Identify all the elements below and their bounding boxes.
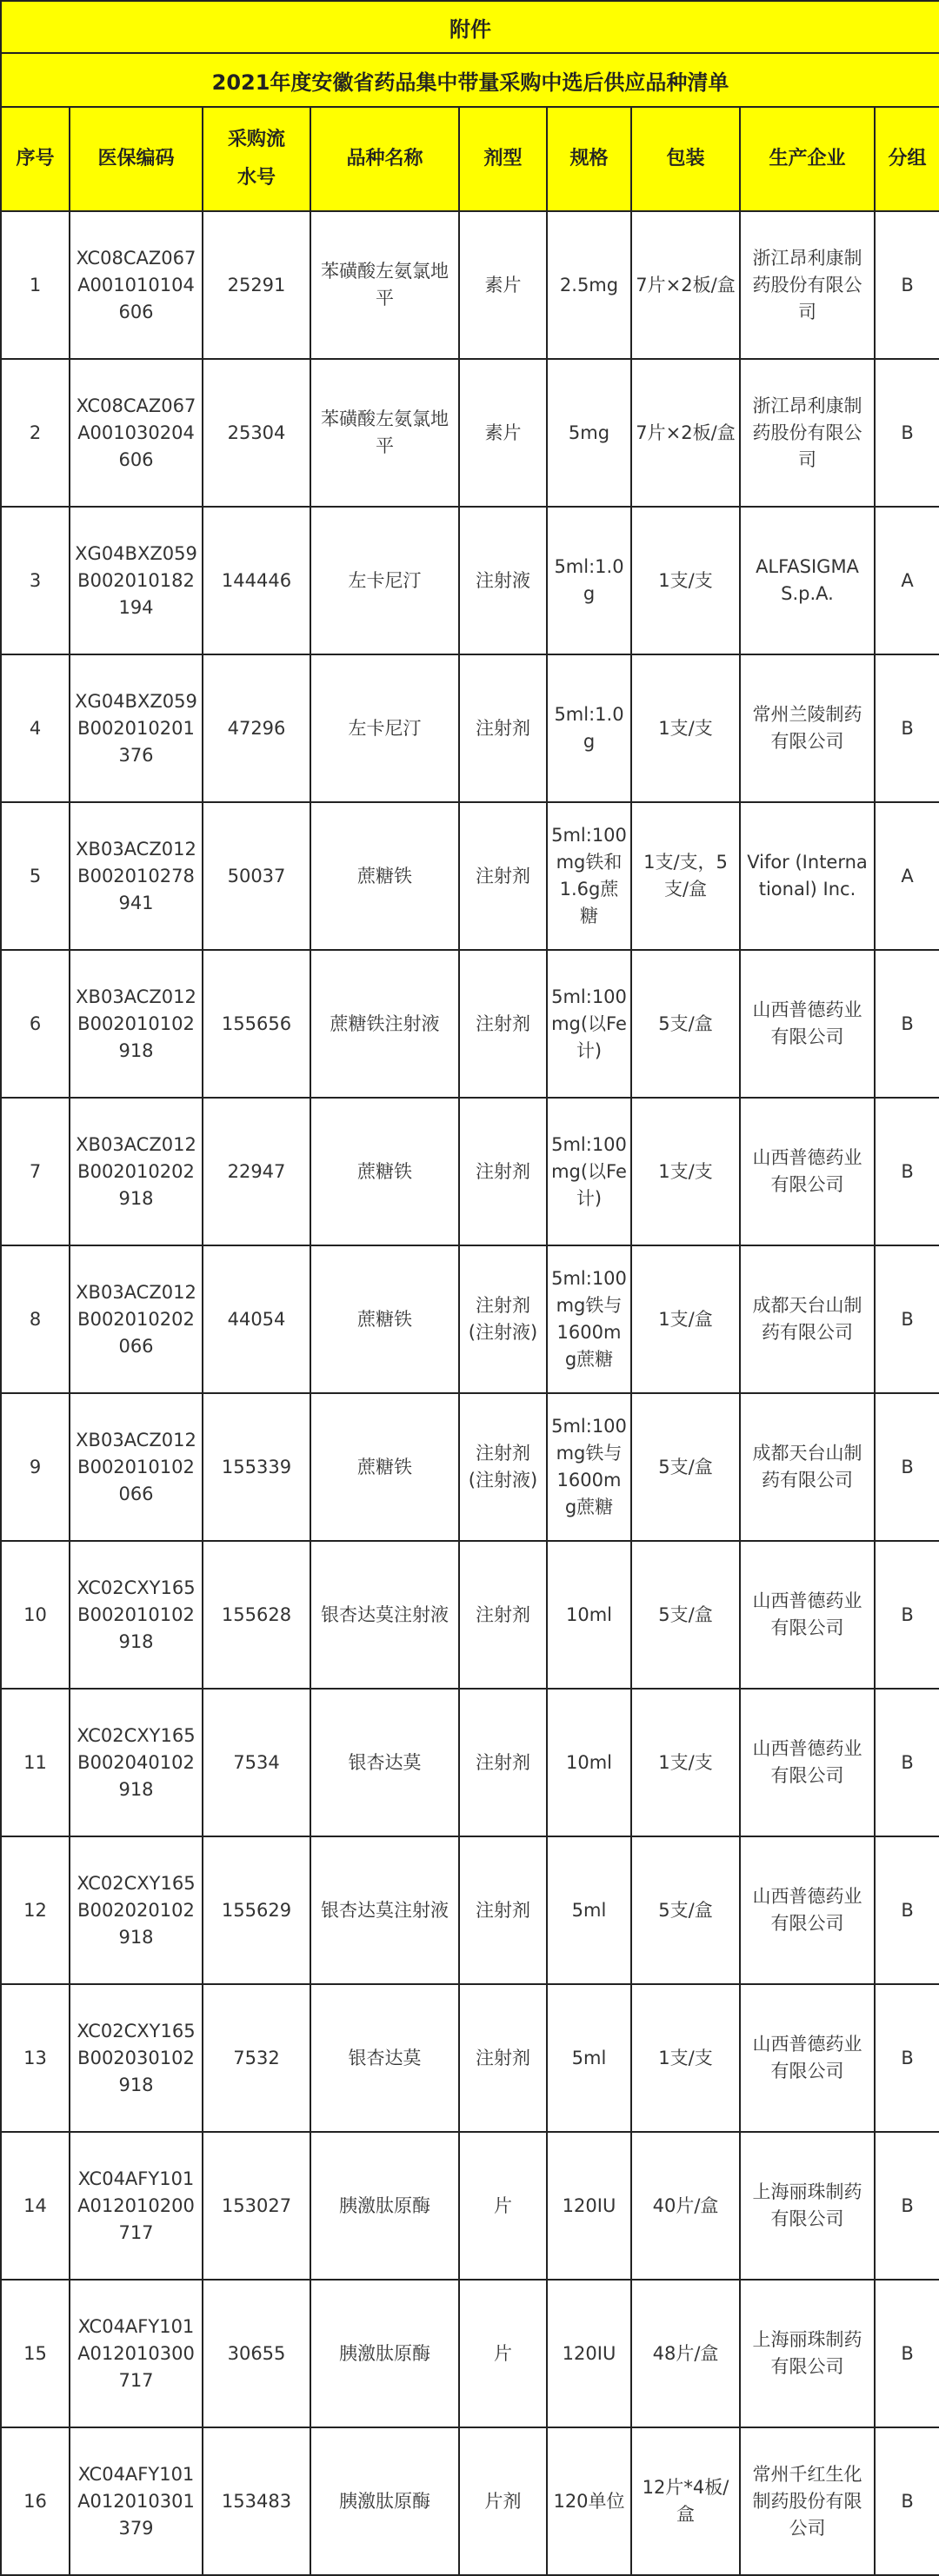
column-header: 品种名称 [310,107,459,211]
column-header: 包装 [631,107,740,211]
packaging-cell: 5支/盒 [631,950,740,1098]
table-row [1,2280,939,2427]
packaging-cell: 40片/盒 [631,2132,740,2280]
table-row [1,802,939,950]
dosage-form-cell: 注射液 [459,507,547,654]
column-header-row [1,107,939,211]
dosage-form-cell: 注射剂 [459,654,547,802]
group-cell: B [875,654,939,802]
insurance-code-cell: XB03ACZ012B002010102918 [70,950,203,1098]
insurance-code-cell: XC08CAZ067A001030204606 [70,359,203,507]
specification-cell: 120IU [547,2132,631,2280]
purchase-serial-number-cell: 155339 [203,1393,310,1541]
group-cell: B [875,950,939,1098]
manufacturer-cell: 山西普德药业有限公司 [740,1984,875,2132]
manufacturer-cell: 上海丽珠制药有限公司 [740,2132,875,2280]
manufacturer-cell: 成都天台山制药有限公司 [740,1393,875,1541]
packaging-cell: 1支/支 [631,1689,740,1836]
insurance-code-cell: XB03ACZ012B002010202918 [70,1098,203,1245]
insurance-code-cell: XG04BXZ059B002010182194 [70,507,203,654]
purchase-serial-number-cell: 22947 [203,1098,310,1245]
specification-cell: 5ml [547,1984,631,2132]
group-cell: B [875,1689,939,1836]
insurance-code-cell: XC04AFY101A012010301379 [70,2427,203,2575]
specification-cell: 5ml:1.0g [547,654,631,802]
group-cell: B [875,1541,939,1689]
column-header: 生产企业 [740,107,875,211]
specification-cell: 5ml:1.0g [547,507,631,654]
dosage-form-cell: 素片 [459,359,547,507]
drug-name-cell: 胰激肽原酶 [310,2132,459,2280]
dosage-form-cell: 注射剂 [459,1836,547,1984]
specification-cell: 5mg [547,359,631,507]
specification-cell: 5ml:100mg铁和1.6g蔗糖 [547,802,631,950]
packaging-cell: 1支/支 [631,1098,740,1245]
manufacturer-cell: 山西普德药业有限公司 [740,950,875,1098]
table-row [1,1984,939,2132]
insurance-code-cell: XB03ACZ012B002010202066 [70,1245,203,1393]
row-number-cell: 9 [1,1393,70,1541]
drug-name-cell: 银杏达莫 [310,1689,459,1836]
packaging-cell: 1支/支 [631,1984,740,2132]
row-number-cell: 7 [1,1098,70,1245]
specification-cell: 5ml:100mg(以Fe计) [547,1098,631,1245]
drug-name-cell: 左卡尼汀 [310,654,459,802]
packaging-cell: 5支/盒 [631,1541,740,1689]
dosage-form-cell: 注射剂 [459,1689,547,1836]
drug-name-cell: 蔗糖铁 [310,1098,459,1245]
row-number-cell: 12 [1,1836,70,1984]
purchase-serial-number-cell: 25291 [203,211,310,359]
specification-cell: 120单位 [547,2427,631,2575]
packaging-cell: 48片/盒 [631,2280,740,2427]
table-row [1,2427,939,2575]
table-row [1,359,939,507]
group-cell: A [875,507,939,654]
group-cell: B [875,211,939,359]
column-header: 规格 [547,107,631,211]
manufacturer-cell: 上海丽珠制药有限公司 [740,2280,875,2427]
insurance-code-cell: XC08CAZ067A001010104606 [70,211,203,359]
packaging-cell: 5支/盒 [631,1393,740,1541]
insurance-code-cell: XC04AFY101A012010300717 [70,2280,203,2427]
dosage-form-cell: 注射剂 [459,950,547,1098]
row-number-cell: 15 [1,2280,70,2427]
manufacturer-cell: 常州兰陵制药有限公司 [740,654,875,802]
packaging-cell: 12片*4板/盒 [631,2427,740,2575]
drug-name-cell: 苯磺酸左氨氯地平 [310,359,459,507]
group-cell: B [875,1245,939,1393]
drug-name-cell: 银杏达莫注射液 [310,1541,459,1689]
specification-cell: 5ml:100mg铁与1600mg蔗糖 [547,1245,631,1393]
manufacturer-cell: 成都天台山制药有限公司 [740,1245,875,1393]
purchase-serial-number-cell: 155628 [203,1541,310,1689]
group-cell: B [875,2280,939,2427]
group-cell: A [875,802,939,950]
group-cell: B [875,2132,939,2280]
manufacturer-cell: Vifor (International) Inc. [740,802,875,950]
specification-cell: 2.5mg [547,211,631,359]
row-number-cell: 16 [1,2427,70,2575]
insurance-code-cell: XC02CXY165B002040102918 [70,1689,203,1836]
table-row [1,211,939,359]
specification-cell: 120IU [547,2280,631,2427]
purchase-serial-number-cell: 47296 [203,654,310,802]
table-body [1,211,939,2575]
specification-cell: 5ml [547,1836,631,1984]
packaging-cell: 7片×2板/盒 [631,211,740,359]
insurance-code-cell: XC02CXY165B002020102918 [70,1836,203,1984]
packaging-cell: 1支/盒 [631,1245,740,1393]
packaging-cell: 7片×2板/盒 [631,359,740,507]
dosage-form-cell: 片剂 [459,2427,547,2575]
insurance-code-cell: XB03ACZ012B002010278941 [70,802,203,950]
table-row [1,1098,939,1245]
purchase-serial-number-cell: 144446 [203,507,310,654]
document-title: 附件 [1,1,939,53]
manufacturer-cell: 浙江昂利康制药股份有限公司 [740,359,875,507]
manufacturer-cell: 浙江昂利康制药股份有限公司 [740,211,875,359]
group-cell: B [875,2427,939,2575]
drug-name-cell: 胰激肽原酶 [310,2280,459,2427]
purchase-serial-number-cell: 30655 [203,2280,310,2427]
packaging-cell: 1支/支，5支/盒 [631,802,740,950]
column-header: 采购流水号 [203,107,310,211]
manufacturer-cell: ALFASIGMA S.p.A. [740,507,875,654]
insurance-code-cell: XC02CXY165B002010102918 [70,1541,203,1689]
group-cell: B [875,1984,939,2132]
row-number-cell: 14 [1,2132,70,2280]
specification-cell: 10ml [547,1541,631,1689]
dosage-form-cell: 注射剂(注射液) [459,1245,547,1393]
table-row [1,1836,939,1984]
dosage-form-cell: 注射剂 [459,1098,547,1245]
row-number-cell: 1 [1,211,70,359]
dosage-form-cell: 注射剂 [459,1984,547,2132]
specification-cell: 10ml [547,1689,631,1836]
insurance-code-cell: XC02CXY165B002030102918 [70,1984,203,2132]
purchase-serial-number-cell: 153027 [203,2132,310,2280]
insurance-code-cell: XC04AFY101A012010200717 [70,2132,203,2280]
manufacturer-cell: 山西普德药业有限公司 [740,1689,875,1836]
dosage-form-cell: 注射剂(注射液) [459,1393,547,1541]
purchase-serial-number-cell: 7534 [203,1689,310,1836]
table-title: 2021年度安徽省药品集中带量采购中选后供应品种清单 [1,53,939,107]
manufacturer-cell: 山西普德药业有限公司 [740,1836,875,1984]
column-header: 分组 [875,107,939,211]
table-row [1,507,939,654]
packaging-cell: 5支/盒 [631,1836,740,1984]
drug-name-cell: 苯磺酸左氨氯地平 [310,211,459,359]
insurance-code-cell: XB03ACZ012B002010102066 [70,1393,203,1541]
column-header: 医保编码 [70,107,203,211]
purchase-serial-number-cell: 50037 [203,802,310,950]
drug-name-cell: 左卡尼汀 [310,507,459,654]
manufacturer-cell: 山西普德药业有限公司 [740,1098,875,1245]
dosage-form-cell: 片 [459,2280,547,2427]
table-row [1,1541,939,1689]
row-number-cell: 2 [1,359,70,507]
row-number-cell: 10 [1,1541,70,1689]
purchase-serial-number-cell: 155656 [203,950,310,1098]
row-number-cell: 6 [1,950,70,1098]
dosage-form-cell: 注射剂 [459,802,547,950]
insurance-code-cell: XG04BXZ059B002010201376 [70,654,203,802]
table-row [1,2132,939,2280]
group-cell: B [875,1098,939,1245]
table-row [1,654,939,802]
row-number-cell: 8 [1,1245,70,1393]
table-row [1,950,939,1098]
dosage-form-cell: 素片 [459,211,547,359]
dosage-form-cell: 注射剂 [459,1541,547,1689]
drug-name-cell: 胰激肽原酶 [310,2427,459,2575]
column-header: 序号 [1,107,70,211]
drug-name-cell: 蔗糖铁 [310,1393,459,1541]
drug-name-cell: 蔗糖铁注射液 [310,950,459,1098]
packaging-cell: 1支/支 [631,654,740,802]
drug-name-cell: 蔗糖铁 [310,802,459,950]
purchase-serial-number-cell: 44054 [203,1245,310,1393]
manufacturer-cell: 常州千红生化制药股份有限公司 [740,2427,875,2575]
group-cell: B [875,1393,939,1541]
column-header: 剂型 [459,107,547,211]
drug-name-cell: 银杏达莫 [310,1984,459,2132]
purchase-serial-number-cell: 25304 [203,359,310,507]
specification-cell: 5ml:100mg(以Fe计) [547,950,631,1098]
table-row [1,1689,939,1836]
purchase-serial-number-cell: 153483 [203,2427,310,2575]
row-number-cell: 3 [1,507,70,654]
packaging-cell: 1支/支 [631,507,740,654]
group-cell: B [875,359,939,507]
table-row [1,1245,939,1393]
table-row [1,1393,939,1541]
specification-cell: 5ml:100mg铁与1600mg蔗糖 [547,1393,631,1541]
group-cell: B [875,1836,939,1984]
row-number-cell: 5 [1,802,70,950]
drug-name-cell: 蔗糖铁 [310,1245,459,1393]
row-number-cell: 4 [1,654,70,802]
purchase-serial-number-cell: 7532 [203,1984,310,2132]
manufacturer-cell: 山西普德药业有限公司 [740,1541,875,1689]
row-number-cell: 13 [1,1984,70,2132]
purchase-serial-number-cell: 155629 [203,1836,310,1984]
row-number-cell: 11 [1,1689,70,1836]
drug-name-cell: 银杏达莫注射液 [310,1836,459,1984]
dosage-form-cell: 片 [459,2132,547,2280]
